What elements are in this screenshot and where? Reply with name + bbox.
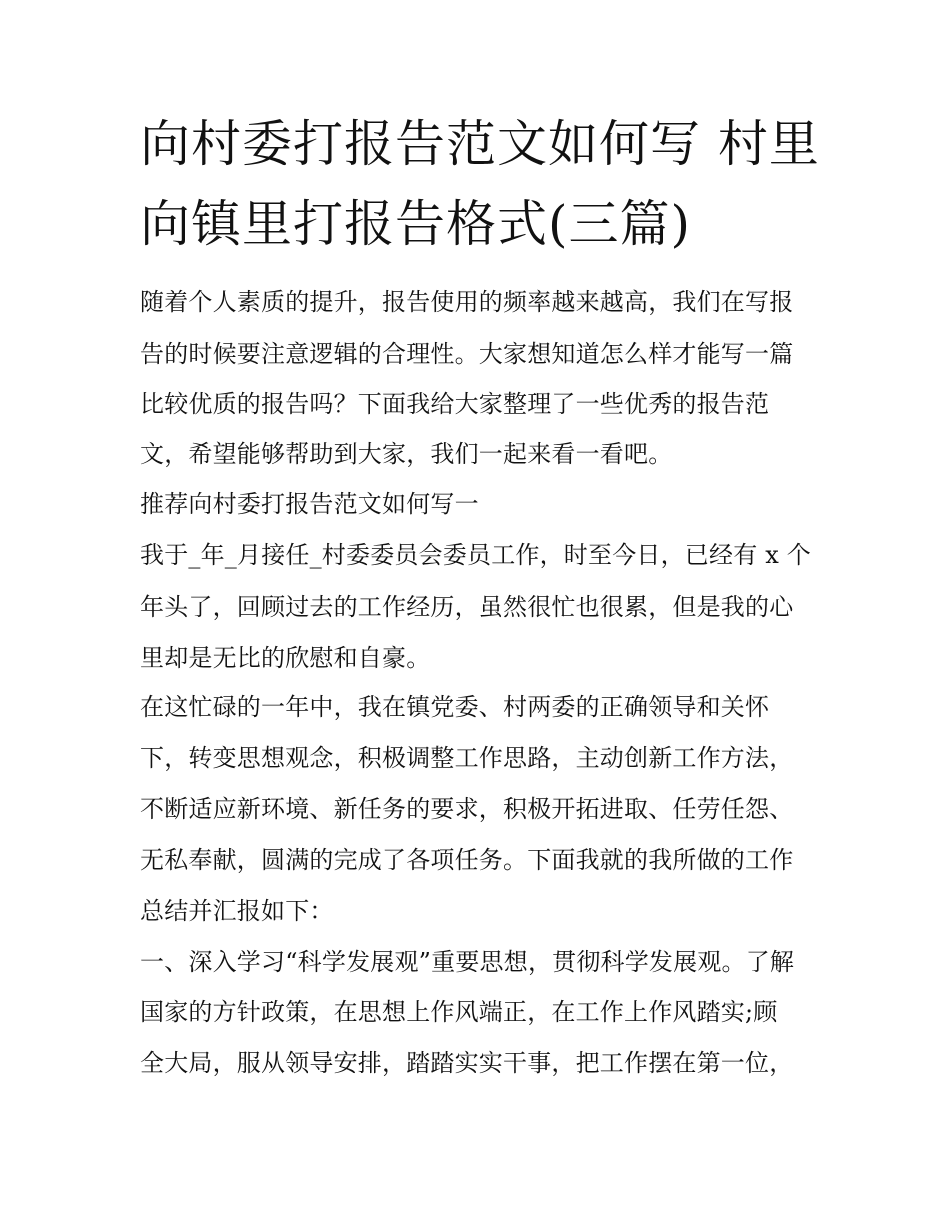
paragraph-line-1: 随着个人素质的提升，报告使用的频率越来越高，我们在写报 [140, 288, 794, 316]
paragraph-line-3: 比较优质的报告吗？下面我给大家整理了一些优秀的报告范 [140, 390, 770, 418]
paragraph-line-15: 国家的方针政策，在思想上作风端正，在工作上作风踏实;顾 [140, 998, 778, 1026]
paragraph-line-9: 在这忙碌的一年中，我在镇党委、村两委的正确领导和关怀 [140, 693, 770, 721]
paragraph-line-16: 全大局，服从领导安排，踏踏实实干事，把工作摆在第一位， [140, 1049, 794, 1077]
paragraph-line-12: 无私奉献，圆满的完成了各项任务。下面我就的我所做的工作 [140, 846, 794, 874]
document-title-line-2: 向镇里打报告格式(三篇) [140, 195, 692, 253]
paragraph-line-8: 里却是无比的欣慰和自豪。 [140, 644, 431, 672]
document-title-line-1: 向村委打报告范文如何写 村里 [140, 115, 820, 173]
paragraph-line-13: 总结并汇报如下： [140, 897, 334, 925]
paragraph-line-2: 告的时候要注意逻辑的合理性。大家想知道怎么样才能写一篇 [140, 340, 794, 368]
paragraph-line-4: 文，希望能够帮助到大家，我们一起来看一看吧。 [140, 440, 673, 468]
section-heading: 推荐向村委打报告范文如何写一 [140, 490, 479, 518]
paragraph-line-10: 下，转变思想观念，积极调整工作思路，主动创新工作方法， [140, 744, 794, 772]
paragraph-line-7: 年头了，回顾过去的工作经历，虽然很忙也很累，但是我的心 [140, 593, 794, 621]
paragraph-line-11: 不断适应新环境、新任务的要求，积极开拓进取、任劳任怨、 [140, 795, 794, 823]
paragraph-line-14: 一、深入学习“科学发展观”重要思想，贯彻科学发展观。了解 [140, 948, 795, 976]
paragraph-line-6: 我于_年_月接任_村委委员会委员工作，时至今日，已经有 x 个 [140, 541, 811, 569]
